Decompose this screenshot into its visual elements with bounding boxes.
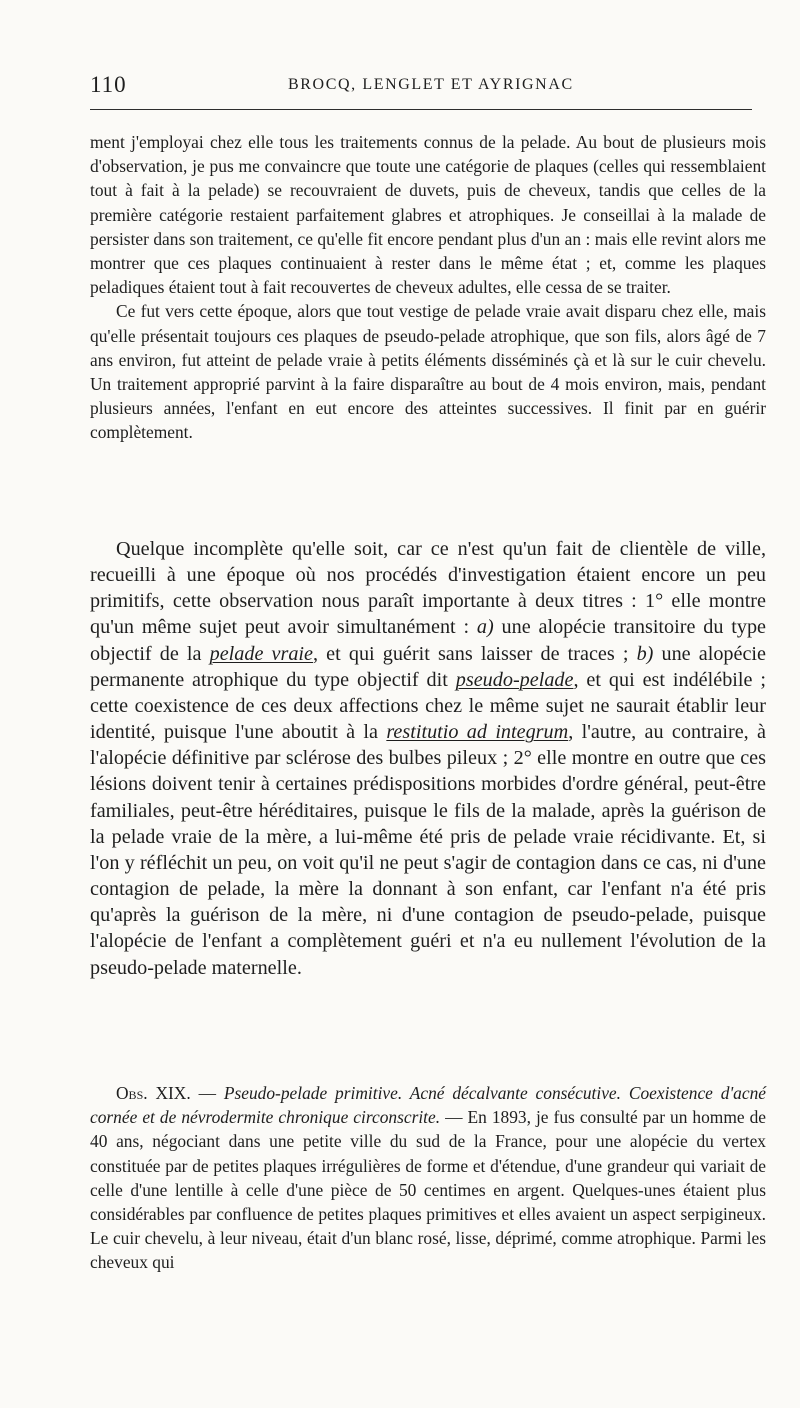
marker-a: a)	[476, 616, 494, 639]
commentary-paragraph	[90, 536, 766, 981]
header-rule	[90, 109, 752, 110]
page-number: 110	[90, 72, 127, 97]
observation-xix	[90, 1081, 766, 1275]
running-head	[90, 72, 752, 102]
commentary-text-5: , et qui est indélébile ; cette coexistence de ces deux affections chez le même sujet ne saurait établir leur identité, puisque l'une aboutit à la	[90, 668, 766, 744]
commentary-text-1: Quelque incomplète qu'elle soit, car ce n'est qu'un fait de clientèle de ville, recueilli à une époque où nos procédés d'investigation étaient encore un peu primitifs, cette observation nous paraît importante à deux titres : 1° elle montre qu'un même sujet peut avoir simultanément :	[90, 538, 766, 639]
observation-paragraph	[90, 1081, 766, 1275]
marker-b: b)	[636, 642, 654, 665]
commentary-text-2: une alopécie transitoire du type objectif de la	[90, 616, 767, 665]
term-restitutio-ad-integrum: restitutio ad integrum	[386, 721, 569, 744]
observation-dash: —	[190, 1083, 224, 1103]
commentary	[90, 536, 766, 981]
running-title: BROCQ, LENGLET ET AYRIGNAC	[288, 76, 574, 93]
paragraph-son-case: Ce fut vers cette époque, alors que tout vestige de pelade vraie avait disparu chez elle, mais qu'elle présentait toujours ces plaques de pseudo-pelade atrophique, que son fils, alors âgé de 7 ans environ, fut atteint de pelade vraie à petits éléments disséminés çà et là sur le cuir chevelu. Un traitement approprié parvint à la faire disparaître au bout de 4 mois environ, mais, pendant plusieurs années, l'enfant en eut encore des atteintes successives. Il finit par en guérir complètement.	[90, 301, 766, 443]
paragraph-continued: ment j'employai chez elle tous les traitements connus de la pelade. Au bout de plusieurs mois d'observation, je pus me convaincre que toute une catégorie de plaques (celles qui ressemblaient tout à fait à la pelade) se recouvraient de duvets, puis de cheveux, tandis que celles de la première catégorie restaient parfaitement glabres et atrophiques. Je conseillai à la malade de persister dans son traitement, ce qu'elle fit encore pendant plus d'un an : mais elle revint alors me montrer que ces plaques continuaient à rester dans le même état ; et, comme les plaques peladiques étaient tout à fait recouvertes de cheveux adultes, elle cessa de se traiter.	[90, 132, 766, 298]
observation-body: — En 1893, je fus consulté par un homme de 40 ans, négociant dans une petite ville du sud de la France, pour une alopécie du vertex constituée par de petites plaques irrégulières de forme et d'étendue, d'une grandeur qui variait de celle d'une lentille à celle d'une pièce de 50 centimes en argent. Quelques-unes étaient plus considérables par confluence de petites plaques primitives et elles avaient un aspect serpigineux. Le cuir chevelu, à leur niveau, était d'un blanc rosé, lisse, déprimé, comme atrophique. Parmi les cheveux qui	[90, 1107, 767, 1273]
observation-title: Pseudo-pelade primitive. Acné décalvante consécutive. Coexistence d'acné cornée et de névrodermite chronique circonscrite.	[90, 1083, 766, 1128]
observation-label: Obs. XIX.	[116, 1083, 191, 1103]
commentary-text-4: une alopécie permanente atrophique du type objectif dit	[90, 642, 766, 691]
commentary-text-6: , l'autre, au contraire, à l'alopécie définitive par sclérose des bulbes pileux ; 2° elle montre en outre que ces lésions doivent tenir à certaines prédispositions morbides d'ordre général, peut-être familiales, peut-être héréditaires, puisque le fils de la malade, après la guérison de la pelade vraie de la mère, a lui-même été pris de pelade vraie récidivante. Et, si l'on y réfléchit un peu, on voit qu'il ne peut s'agir de contagion dans ce cas, ni d'une contagion de pelade, la mère la donnant à son enfant, car l'enfant n'a été pris qu'après la guérison de la mère, ni d'une contagion de pseudo-pelade, puisque l'alopécie de l'enfant a complètement guéri et n'a eu nullement l'évolution de la pseudo-pelade maternelle.	[90, 721, 766, 979]
term-pseudo-pelade: pseudo-pelade	[455, 668, 574, 691]
commentary-text-3: , et qui guérit sans laisser de traces ;	[313, 642, 637, 665]
term-pelade-vraie: pelade vraie	[209, 642, 314, 665]
case-continuation	[90, 130, 766, 445]
